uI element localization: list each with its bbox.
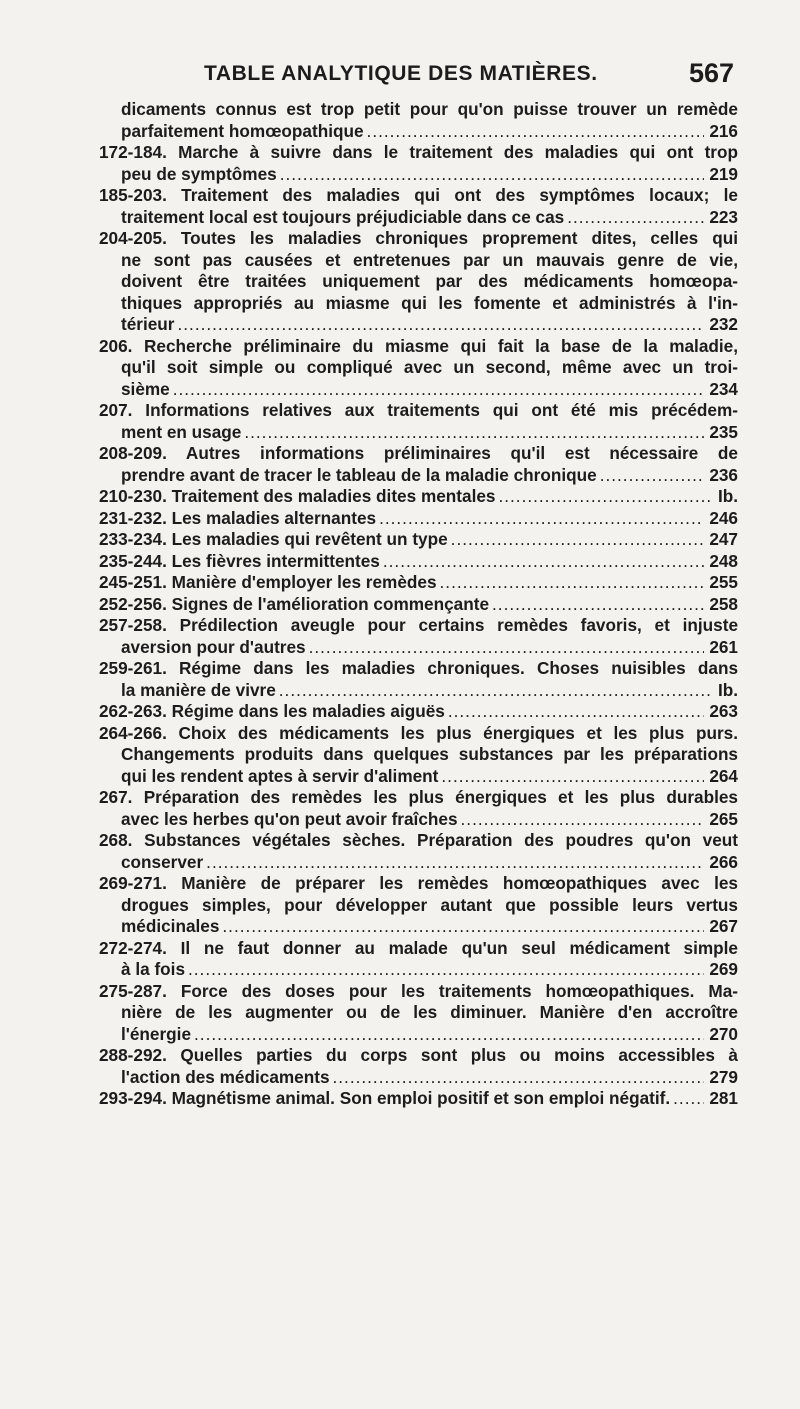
toc-entry-line bbox=[99, 572, 738, 594]
toc-entry-text: 245-251. Manière d'employer les remèdes bbox=[99, 572, 437, 592]
toc-entry bbox=[99, 787, 738, 830]
table-of-contents bbox=[99, 99, 738, 1110]
toc-entry-text: térieur bbox=[121, 314, 175, 334]
toc-entry-page: 267 bbox=[709, 916, 738, 936]
toc-entry-line: 185-203. Traitement des maladies qui ont des symptômes locaux; le bbox=[99, 185, 738, 205]
toc-entry-page: 261 bbox=[709, 636, 738, 657]
dot-leader bbox=[440, 572, 705, 594]
toc-entry bbox=[99, 723, 738, 788]
toc-entry-line: 264-266. Choix des médicaments les plus énergiques et les plus purs. bbox=[99, 722, 738, 743]
header-title: TABLE ANALYTIQUE DES MATIÈRES. bbox=[204, 62, 598, 85]
toc-entry-line: doivent être traitées uniquement par des médicaments homœopa- bbox=[121, 271, 738, 291]
toc-entry-line bbox=[99, 1024, 738, 1046]
toc-entry-text: 252-256. Signes de l'amélioration commençante bbox=[99, 593, 490, 614]
toc-entry bbox=[99, 400, 738, 443]
dot-leader bbox=[673, 1088, 704, 1110]
toc-entry-line bbox=[99, 529, 738, 551]
toc-entry-page: 223 bbox=[709, 206, 738, 227]
toc-entry bbox=[99, 142, 738, 185]
dot-leader bbox=[194, 1024, 704, 1046]
toc-entry bbox=[99, 701, 738, 723]
toc-entry-line: qu'il soit simple ou compliqué avec un second, même avec un troi- bbox=[121, 357, 738, 377]
toc-entry-text: 293-294. Magnétisme animal. Son emploi positif et son emploi négatif. bbox=[99, 1088, 671, 1108]
toc-entry bbox=[99, 228, 738, 336]
toc-entry-line: 272-274. Il ne faut donner au malade qu'un seul médicament simple bbox=[99, 937, 738, 958]
toc-entry-line: 269-271. Manière de préparer les remèdes homœopathiques avec les bbox=[99, 873, 738, 893]
toc-entry-line: 268. Substances végétales sèches. Préparation des poudres qu'on veut bbox=[99, 830, 738, 850]
dot-leader bbox=[206, 852, 704, 874]
toc-entry-text: 262-263. Régime dans les maladies aiguës bbox=[99, 701, 445, 721]
toc-entry-line bbox=[99, 809, 738, 831]
toc-entry-page: 236 bbox=[709, 464, 738, 485]
toc-entry-page: 264 bbox=[709, 765, 738, 786]
toc-entry bbox=[99, 873, 738, 938]
toc-entry bbox=[99, 185, 738, 228]
toc-entry-text: traitement local est toujours préjudiciable dans ce cas bbox=[121, 206, 565, 227]
toc-entry-line: dicaments connus est trop petit pour qu'on puisse trouver un remède bbox=[121, 99, 738, 119]
toc-entry-page: 216 bbox=[709, 120, 738, 141]
toc-entry-line: drogues simples, pour développer autant que possible leurs vertus bbox=[121, 894, 738, 915]
running-header bbox=[160, 58, 734, 94]
dot-leader bbox=[498, 486, 712, 508]
toc-entry-text: qui les rendent aptes à servir d'aliment bbox=[121, 765, 439, 786]
toc-entry bbox=[99, 551, 738, 573]
dot-leader bbox=[461, 809, 705, 831]
toc-entry bbox=[99, 594, 738, 616]
dot-leader bbox=[492, 594, 704, 616]
toc-entry bbox=[99, 830, 738, 873]
toc-entry-line bbox=[99, 959, 738, 981]
toc-entry-page: 266 bbox=[709, 851, 738, 872]
toc-entry-line bbox=[99, 680, 738, 702]
toc-entry-text: l'énergie bbox=[121, 1023, 192, 1044]
dot-leader bbox=[333, 1067, 705, 1089]
dot-leader bbox=[383, 551, 704, 573]
toc-entry-page: 247 bbox=[709, 529, 738, 549]
toc-entry bbox=[99, 336, 738, 401]
toc-entry-page: 235 bbox=[709, 421, 738, 442]
toc-entry-text: 231-232. Les maladies alternantes bbox=[99, 507, 377, 528]
toc-entry-page: 269 bbox=[709, 959, 738, 979]
toc-entry-page: 279 bbox=[709, 1066, 738, 1087]
toc-entry-line bbox=[99, 637, 738, 659]
dot-leader bbox=[178, 314, 705, 336]
toc-entry-line: 257-258. Prédilection aveugle pour certains remèdes favoris, et injuste bbox=[99, 615, 738, 635]
toc-entry-page: 258 bbox=[709, 593, 738, 614]
toc-entry bbox=[99, 508, 738, 530]
toc-entry bbox=[99, 572, 738, 594]
toc-entry bbox=[99, 99, 738, 142]
toc-entry-line: 204-205. Toutes les maladies chroniques proprement dites, celles qui bbox=[99, 228, 738, 248]
toc-entry-line: Changements produits dans quelques substances par les préparations bbox=[121, 744, 738, 764]
toc-entry-text: à la fois bbox=[121, 959, 185, 979]
toc-entry-line bbox=[99, 164, 738, 186]
toc-entry-line bbox=[99, 508, 738, 530]
dot-leader bbox=[567, 207, 704, 229]
toc-entry-text: 210-230. Traitement des maladies dites mentales bbox=[99, 486, 496, 506]
dot-leader bbox=[367, 121, 705, 143]
toc-entry-text: l'action des médicaments bbox=[121, 1066, 330, 1087]
toc-entry-text: 235-244. Les fièvres intermittentes bbox=[99, 550, 380, 571]
toc-entry-text: médicinales bbox=[121, 916, 220, 936]
toc-entry bbox=[99, 1045, 738, 1088]
toc-entry-line: 207. Informations relatives aux traitements qui ont été mis précédem- bbox=[99, 400, 738, 420]
dot-leader bbox=[441, 766, 704, 788]
toc-entry-page: 265 bbox=[709, 808, 738, 829]
toc-entry-line: thiques appropriés au miasme qui les fomente et administrés à l'in- bbox=[121, 292, 738, 313]
toc-entry-page: 219 bbox=[709, 163, 738, 184]
toc-entry-line: ne sont pas causées et entretenues par un mauvais genre de vie, bbox=[121, 249, 738, 270]
dot-leader bbox=[188, 959, 704, 981]
toc-entry-line bbox=[99, 1067, 738, 1089]
toc-entry bbox=[99, 938, 738, 981]
toc-entry-line bbox=[99, 465, 738, 487]
toc-entry-text: parfaitement homœopathique bbox=[121, 120, 364, 141]
toc-entry-line bbox=[99, 551, 738, 573]
toc-entry-text: peu de symptômes bbox=[121, 163, 277, 184]
toc-entry-page: 281 bbox=[709, 1088, 738, 1108]
toc-entry-line: 206. Recherche préliminaire du miasme qui fait la base de la maladie, bbox=[99, 335, 738, 356]
toc-entry bbox=[99, 981, 738, 1046]
toc-entry-text: la manière de vivre bbox=[121, 679, 276, 700]
toc-entry-page: 234 bbox=[709, 378, 738, 399]
toc-entry-text: ment en usage bbox=[121, 421, 242, 442]
toc-entry-line: 275-287. Force des doses pour les traitements homœopathiques. Ma- bbox=[99, 980, 738, 1001]
toc-entry-line bbox=[99, 422, 738, 444]
toc-entry-line bbox=[99, 1088, 738, 1110]
dot-leader bbox=[279, 680, 713, 702]
toc-entry bbox=[99, 486, 738, 508]
toc-entry-line bbox=[99, 701, 738, 723]
toc-entry bbox=[99, 615, 738, 658]
toc-entry-page: 232 bbox=[709, 314, 738, 334]
toc-entry-line bbox=[99, 486, 738, 508]
toc-entry-page: 246 bbox=[709, 507, 738, 528]
dot-leader bbox=[309, 637, 705, 659]
toc-entry-line: 259-261. Régime dans les maladies chroniques. Choses nuisibles dans bbox=[99, 658, 738, 678]
page-number: 567 bbox=[688, 58, 734, 88]
toc-entry bbox=[99, 443, 738, 486]
toc-entry-line bbox=[99, 379, 738, 401]
dot-leader bbox=[244, 422, 704, 444]
toc-entry-line: 267. Préparation des remèdes les plus énergiques et les plus durables bbox=[99, 787, 738, 807]
toc-entry-page: 255 bbox=[709, 572, 738, 592]
toc-entry-page: Ib. bbox=[717, 679, 738, 700]
toc-entry-text: conserver bbox=[121, 851, 204, 872]
toc-entry-line bbox=[99, 594, 738, 616]
toc-entry-line bbox=[99, 207, 738, 229]
toc-entry-line: 172-184. Marche à suivre dans le traitement des maladies qui ont trop bbox=[99, 142, 738, 162]
toc-entry-text: avec les herbes qu'on peut avoir fraîches bbox=[121, 808, 458, 829]
toc-entry-line bbox=[99, 314, 738, 336]
toc-entry-line: 288-292. Quelles parties du corps sont plus ou moins accessibles à bbox=[99, 1045, 738, 1065]
dot-leader bbox=[222, 916, 704, 938]
toc-entry-page: 248 bbox=[709, 550, 738, 571]
toc-entry-line: nière de les augmenter ou de les diminuer. Manière d'en accroître bbox=[121, 1002, 738, 1022]
toc-entry-line bbox=[99, 121, 738, 143]
dot-leader bbox=[600, 465, 705, 487]
toc-entry-page: 270 bbox=[709, 1023, 738, 1044]
toc-entry-line bbox=[99, 916, 738, 938]
toc-entry-line bbox=[99, 766, 738, 788]
dot-leader bbox=[379, 508, 704, 530]
toc-entry-text: prendre avant de tracer le tableau de la maladie chronique bbox=[121, 464, 597, 485]
toc-entry-page: 263 bbox=[709, 701, 738, 721]
toc-entry bbox=[99, 529, 738, 551]
toc-entry bbox=[99, 658, 738, 701]
toc-entry-page: Ib. bbox=[717, 486, 738, 506]
dot-leader bbox=[448, 701, 704, 723]
dot-leader bbox=[173, 379, 705, 401]
dot-leader bbox=[451, 529, 705, 551]
toc-entry-text: 233-234. Les maladies qui revêtent un type bbox=[99, 529, 448, 549]
toc-entry-line: 208-209. Autres informations préliminaires qu'il est nécessaire de bbox=[99, 443, 738, 463]
dot-leader bbox=[280, 164, 705, 186]
toc-entry bbox=[99, 1088, 738, 1110]
toc-entry-text: aversion pour d'autres bbox=[121, 636, 306, 657]
toc-entry-line bbox=[99, 852, 738, 874]
toc-entry-text: sième bbox=[121, 378, 170, 399]
